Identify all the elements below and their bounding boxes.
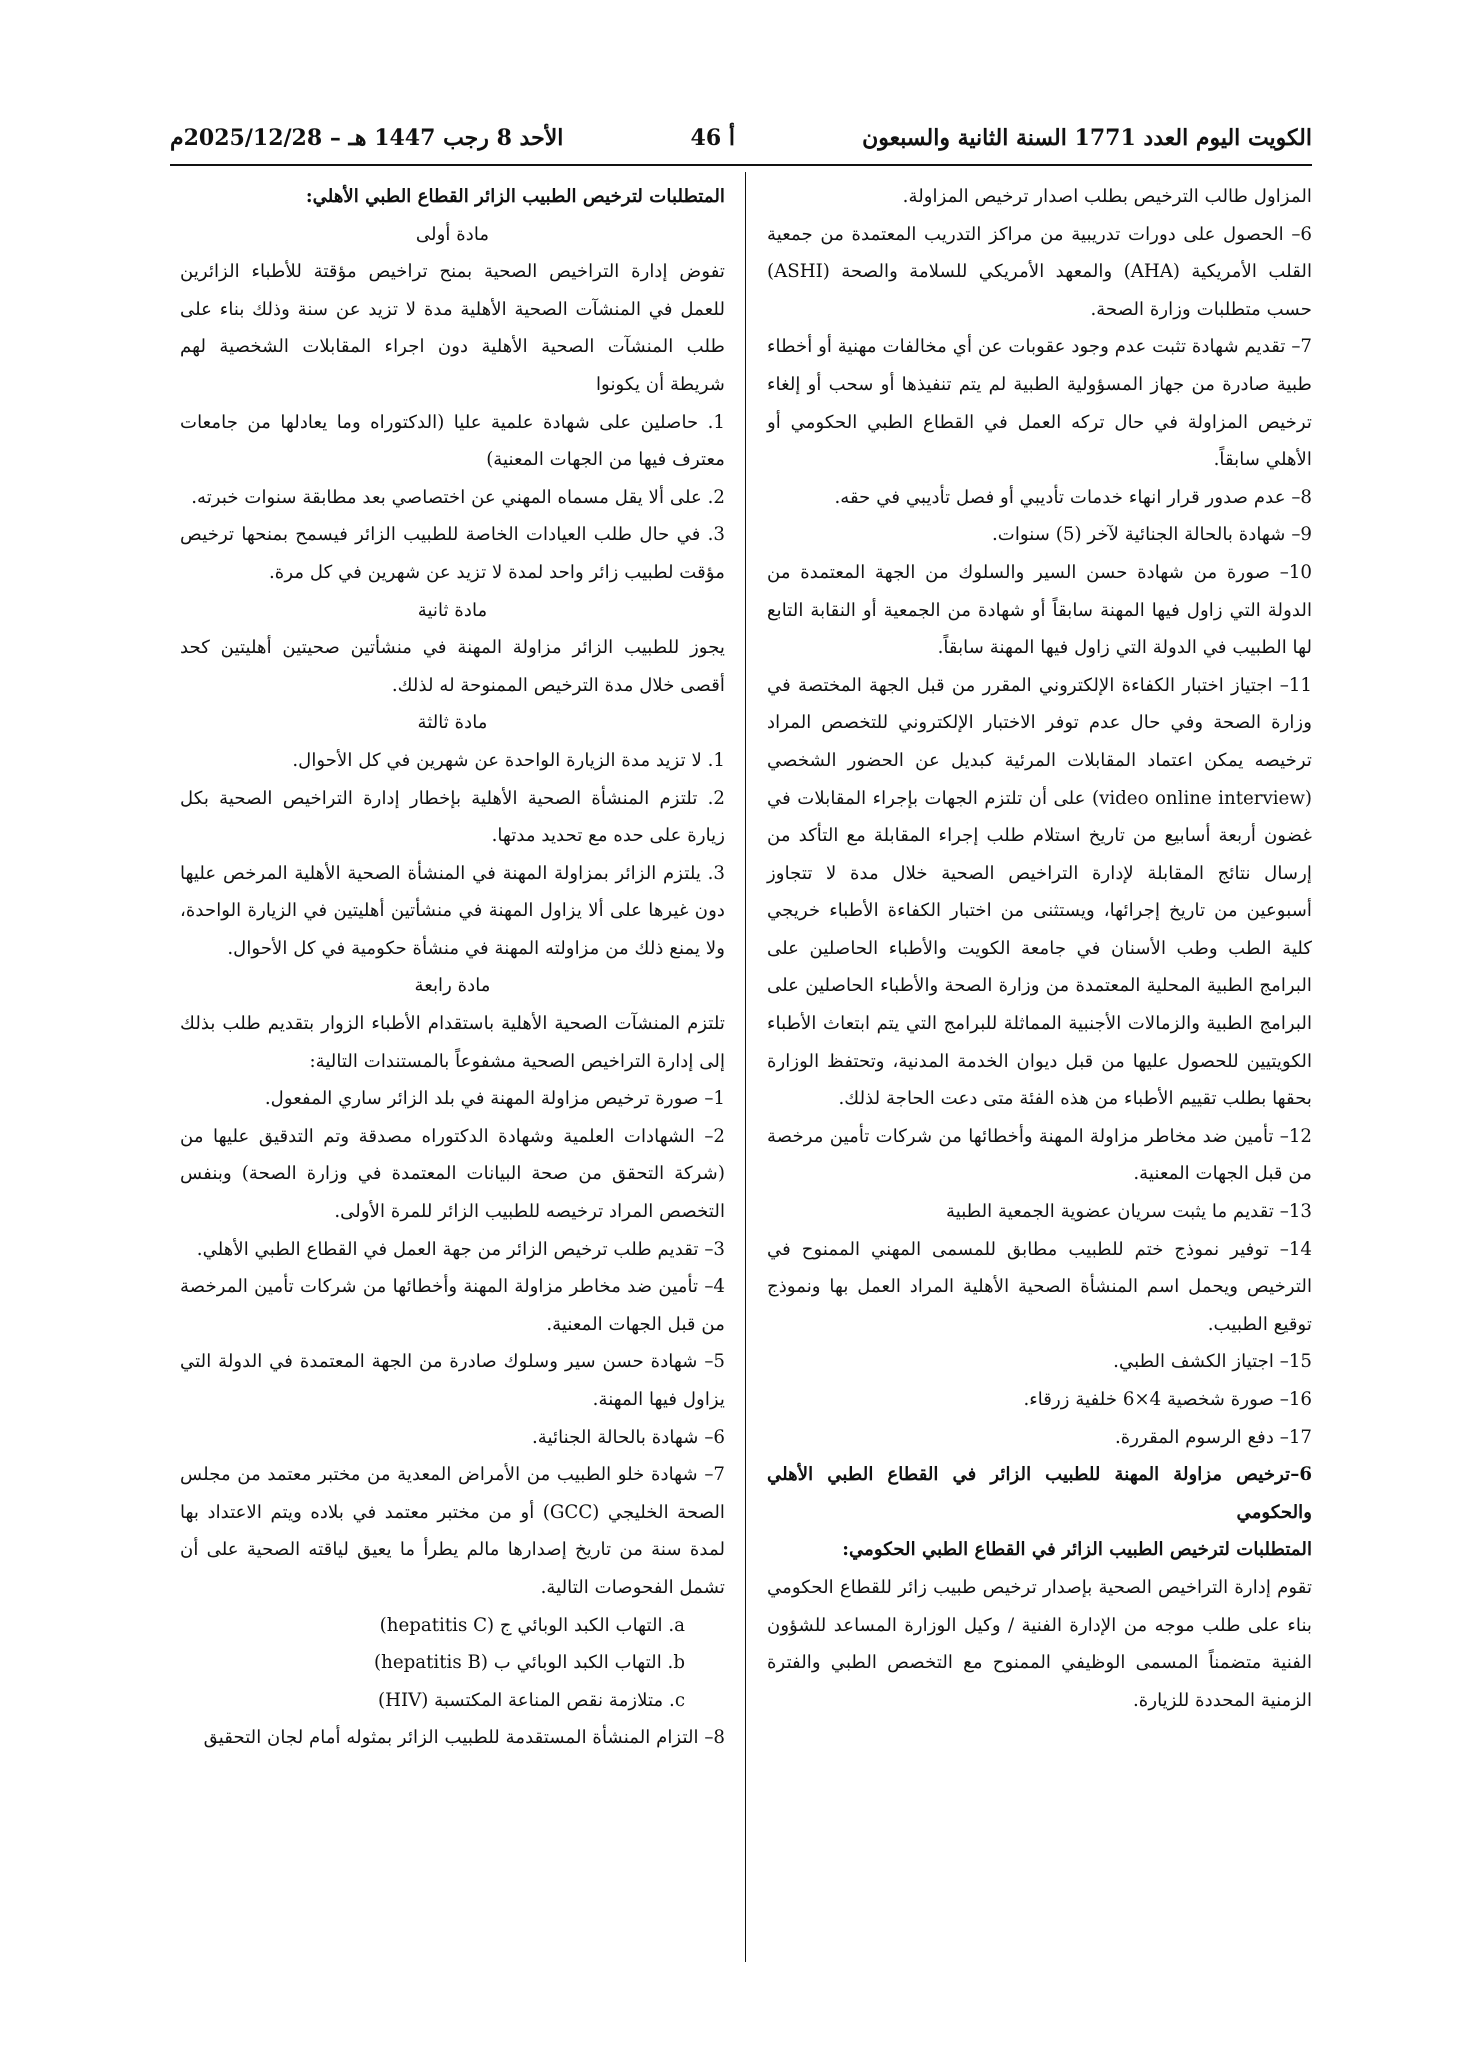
list-item: 4– تأمين ضد مخاطر مزاولة المهنة وأخطائها من شركات تأمين المرخصة من قبل الجهات المعنية. bbox=[180, 1276, 725, 1335]
paragraph: يجوز للطبيب الزائر مزاولة المهنة في منشأتين صحيتين أهليتين كحد أقصى خلال مدة الترخيص الممنوحة له لذلك. bbox=[180, 637, 725, 696]
article-heading: مادة أولى bbox=[415, 223, 490, 245]
list-item: 3. في حال طلب العيادات الخاصة للطبيب الزائر فيسمح بمنحها ترخيص مؤقت لطبيب زائر واحد لمدة لا تزيد عن شهرين في كل مرة. bbox=[180, 524, 725, 583]
list-item: 3. يلتزم الزائر بمزاولة المهنة في المنشأة الصحية الأهلية المرخص عليها دون غيرها على ألا يزاول المهنة في منشأتين أهليتين في الزيارة الواحدة، ولا يمنع ذلك من مزاولته المهنة في منشأة حكومية في كل الأحوال. bbox=[180, 862, 725, 959]
header-page-number: أ 46 bbox=[690, 125, 735, 151]
paragraph: 11– اجتياز اختبار الكفاءة الإلكتروني المقرر من قبل الجهة المختصة في وزارة الصحة وفي حال عدم توفر الاختبار الإلكتروني للتخصص المراد ترخيصه يمكن اعتماد المقابلات المرئية كبديل عن الحضور الشخصي (video online interview) على أن تلتزم الجهات بإجراء المقابلات في غضون أربعة أسابيع من تاريخ استلام طلب إجراء المقابلة مع التأكد من إرسال نتائج المقابلة لإدارة التراخيص الصحية خلال مدة لا تتجاوز أسبوعين من تاريخ إجرائها، ويستثنى من اختبار الكفاءة الأطباء خريجي كلية الطب وطب الأسنان في جامعة الكويت والأطباء الحاصلين على البرامج الطبية المحلية المعتمدة من وزارة الصحة والأطباء الحاصلين على البرامج الطبية والزمالات الأجنبية المماثلة للبرامج التي يتم ابتعاث الأطباء الكويتيين للحصول عليها من قبل ديوان الخدمة المدنية، وتحتفظ الوزارة بحقها بطلب تقييم الأطباء من هذه الفئة متى دعت الحاجة لذلك. bbox=[767, 674, 1312, 1110]
paragraph: 12– تأمين ضد مخاطر مزاولة المهنة وأخطائها من شركات تأمين مرخصة من قبل الجهات المعنية. bbox=[767, 1125, 1312, 1185]
column-divider bbox=[745, 172, 746, 1962]
paragraph: 16– صورة شخصية 4×6 خلفية زرقاء. bbox=[1023, 1389, 1312, 1410]
right-column bbox=[767, 178, 1312, 1719]
section-heading: 6–ترخيص مزاولة المهنة للطبيب الزائر في القطاع الطبي الأهلي والحكومي bbox=[767, 1464, 1312, 1523]
sub-list-item: c. متلازمة نقص المناعة المكتسبة (HIV) bbox=[377, 1689, 685, 1711]
paragraph: 14– توفير نموذج ختم للطبيب مطابق للمسمى المهني الممنوح في الترخيص ويحمل اسم المنشأة الصحية الأهلية المراد العمل بها ونموذج توقيع الطبيب. bbox=[767, 1238, 1312, 1335]
list-item: 8– التزام المنشأة المستقدمة للطبيب الزائر بمثوله أمام لجان التحقيق bbox=[203, 1727, 725, 1749]
paragraph: 10– صورة من شهادة حسن السير والسلوك من الجهة المعتمدة من الدولة التي زاول فيها المهنة سابقاً أو شهادة من الجمعية أو النقابة التابع لها الطبيب في الدولة التي زاول فيها المهنة سابقاً. bbox=[767, 561, 1312, 659]
section-heading: المتطلبات لترخيص الطبيب الزائر في القطاع الطبي الحكومي: bbox=[842, 1539, 1312, 1561]
list-item: 2– الشهادات العلمية وشهادة الدكتوراه مصدقة وتم التدقيق عليها من (شركة التحقق من صحة البيانات المعتمدة في وزارة الصحة) وبنفس التخصص المراد ترخيصه للطبيب الزائر للمرة الأولى. bbox=[180, 1125, 725, 1223]
list-item: 2. على ألا يقل مسماه المهني عن اختصاصي بعد مطابقة سنوات خبرته. bbox=[191, 486, 725, 508]
list-item: 3– تقديم طلب ترخيص الزائر من جهة العمل في القطاع الطبي الأهلي. bbox=[196, 1238, 725, 1260]
article-heading: مادة ثالثة bbox=[417, 712, 488, 734]
list-item: 1. لا تزيد مدة الزيارة الواحدة عن شهرين في كل الأحوال. bbox=[292, 749, 725, 771]
paragraph: 7– تقديم شهادة تثبت عدم وجود عقوبات عن أي مخالفات مهنية أو أخطاء طبية صادرة من جهاز المسؤولية الطبية لم يتم تنفيذها أو سحب أو إلغاء ترخيص المزاولة في حال تركه العمل في القطاع الطبي الحكومي أو الأهلي سابقاً. bbox=[767, 336, 1312, 471]
list-item: 7– شهادة خلو الطبيب من الأمراض المعدية من مختبر معتمد من مجلس الصحة الخليجي (GCC) أو من مختبر معتمد في بلاده ويتم الاعتداد بها لمدة سنة من تاريخ إصدارها مالم يطرأ ما يعيق لياقته الصحية على أن تشمل الفحوصات التالية. bbox=[180, 1464, 725, 1598]
paragraph: 6– الحصول على دورات تدريبية من مراكز التدريب المعتمدة من جمعية القلب الأمريكية (AHA) والمعهد الأمريكي للسلامة والصحة (ASHI) حسب متطلبات وزارة الصحة. bbox=[767, 223, 1312, 320]
article-heading: مادة ثانية bbox=[417, 599, 488, 621]
header-date: الأحد 8 رجب 1447 هـ – 2025/12/28م bbox=[170, 125, 564, 151]
paragraph: المزاول طالب الترخيص بطلب اصدار ترخيص المزاولة. bbox=[902, 186, 1312, 207]
paragraph: تقوم إدارة التراخيص الصحية بإصدار ترخيص طبيب زائر للقطاع الحكومي بناء على طلب موجه من الإدارة الفنية / وكيل الوزارة المساعد للشؤون الفنية متضمناً المسمى الوظيفي الممنوح مع التخصص الطبي والفترة الزمنية المحددة للزيارة. bbox=[767, 1576, 1312, 1711]
header-divider bbox=[170, 164, 1312, 166]
paragraph: 9– شهادة بالحالة الجنائية لآخر (5) سنوات. bbox=[991, 524, 1312, 546]
paragraph: 15– اجتياز الكشف الطبي. bbox=[1113, 1351, 1312, 1373]
paragraph: 13– تقديم ما يثبت سريان عضوية الجمعية الطبية bbox=[945, 1201, 1312, 1223]
paragraph: تفوض إدارة التراخيص الصحية بمنح تراخيص مؤقتة للأطباء الزائرين للعمل في المنشآت الصحية الأهلية مدة لا تزيد عن سنة وذلك بناء على طلب المنشآت الصحية الأهلية دون اجراء المقابلات الشخصية لهم شريطة أن يكونوا bbox=[180, 261, 725, 395]
left-column bbox=[180, 178, 725, 1757]
paragraph: 8– عدم صدور قرار انهاء خدمات تأديبي أو فصل تأديبي في حقه. bbox=[834, 486, 1312, 508]
list-item: 2. تلتزم المنشأة الصحية الأهلية بإخطار إدارة التراخيص الصحية بكل زيارة على حده مع تحديد مدتها. bbox=[180, 787, 725, 847]
paragraph: تلتزم المنشآت الصحية الأهلية باستقدام الأطباء الزوار بتقديم طلب بذلك إلى إدارة التراخيص الصحية مشفوعاً بالمستندات التالية: bbox=[180, 1013, 725, 1072]
list-item: 6– شهادة بالحالة الجنائية. bbox=[532, 1426, 725, 1448]
list-item: 5– شهادة حسن سير وسلوك صادرة من الجهة المعتمدة في الدولة التي يزاول فيها المهنة. bbox=[180, 1351, 725, 1410]
sub-list-item: a. التهاب الكبد الوبائي ج (hepatitis C) bbox=[379, 1614, 685, 1636]
section-heading: المتطلبات لترخيص الطبيب الزائر القطاع الطبي الأهلي: bbox=[305, 186, 725, 207]
sub-list-item: b. التهاب الكبد الوبائي ب (hepatitis B) bbox=[374, 1652, 685, 1674]
page-header bbox=[170, 118, 1312, 158]
article-heading: مادة رابعة bbox=[414, 975, 491, 997]
list-item: 1. حاصلين على شهادة علمية عليا (الدكتوراه وما يعادلها من جامعات معترف فيها من الجهات المعنية) bbox=[180, 411, 725, 471]
header-issue-info: الكويت اليوم العدد 1771 السنة الثانية والسبعون bbox=[862, 125, 1312, 151]
list-item: 1– صورة ترخيص مزاولة المهنة في بلد الزائر ساري المفعول. bbox=[264, 1088, 725, 1110]
paragraph: 17– دفع الرسوم المقررة. bbox=[1114, 1426, 1312, 1448]
